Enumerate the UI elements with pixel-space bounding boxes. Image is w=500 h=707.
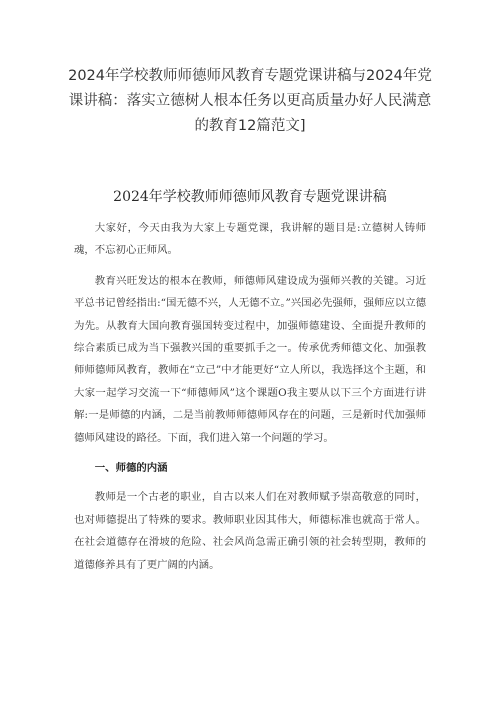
paragraph-intro: 大家好，今天由我为大家上专题党课，我讲解的题目是:立德树人铸师魂，不忘初心正师风。	[74, 222, 426, 257]
paragraph-teacher-profession: 教师是一个古老的职业，自古以来人们在对教师赋予崇高敬意的同时，也对师德提出了特殊的要求。教师职业因其伟大，师德标准也就高于常人。在社会道德存在滑坡的危险、社会风尚急需正确引领的社会转型期，教师的道德修养具有了更广阔的内涵。	[74, 491, 426, 571]
subheading-teacher-ethics: 一、师德的内涵	[94, 462, 168, 475]
paragraph-main: 教育兴旺发达的根本在教师，师德师风建设成为强师兴教的关键。习近平总书记曾经指出:“国无德不兴，人无德不立。”兴国必先强师，强师应以立德为先。从教育大国向教育强国转变过程中，加强师德建设、全面提升教师的综合素质已成为当下强教兴国的重要抓手之一。传承优秀师德文化、加强教师师德师风教育，教师在“立己”中才能更好“立人所以，我选择这个主题，和大家一起学习交流一下“师德师风”这个课题O我主要从以下三个方面进行讲解:一是师德的内涵，二是当前教师师德师风存在的问题，三是新时代加强师德师风建设的路径。下面，我们进入第一个问题的学习。	[74, 274, 426, 444]
document-body	[74, 217, 426, 584]
section-title: 2024年学校教师师德师风教育专题党课讲稿	[113, 189, 387, 205]
document-title: 2024年学校教师师德师风教育专题党课讲稿与2024年党课讲稿：落实立德树人根本任务以更高质量办好人民满意的教育12篇范文]	[68, 68, 432, 134]
